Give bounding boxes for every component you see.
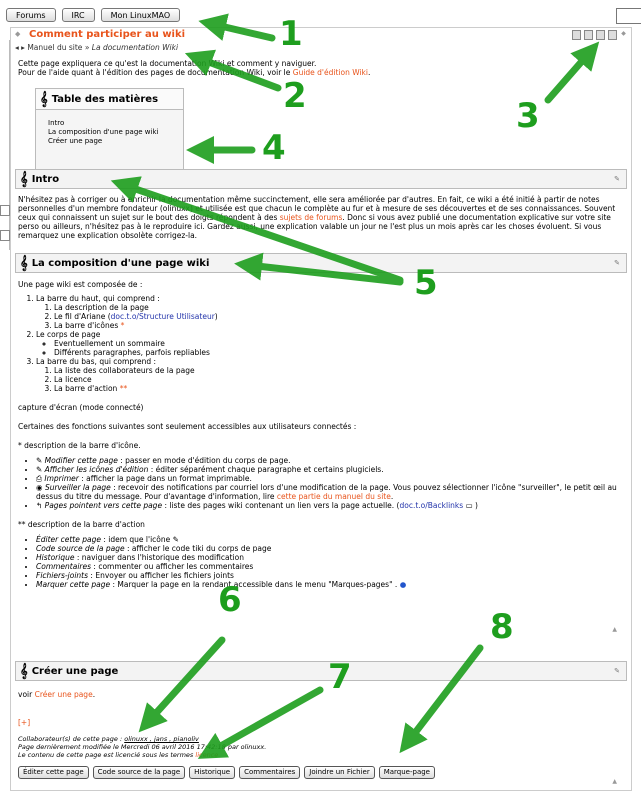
icon-desc: : recevoir des notifications par courriel lors d'une modification de la page. Vous pouvez sélectionner l'icône "surveiller", le petit œil au dessus du titre du message. Pour d'avantage d'information, lire: [36, 483, 617, 501]
section-title-intro: Intro: [31, 173, 60, 185]
watch-eye-icon[interactable]: [596, 30, 605, 40]
annotation-number-3: 3: [516, 96, 540, 136]
action-desc: : Marquer la page en la rendant accessible dans le menu "Marques-pages" .: [110, 580, 398, 589]
edit-page-button[interactable]: Éditer cette page: [18, 766, 89, 779]
list-item: [36, 580, 621, 589]
list-item: [36, 562, 621, 571]
body-label: Le corps de page: [36, 330, 101, 339]
toc-item-intro[interactable]: Intro: [48, 119, 65, 127]
sidebar-checkbox[interactable]: [0, 205, 10, 216]
list-item: [36, 535, 621, 544]
list-item: 2. Le fil d'Ariane (doc.t.o/Structure Utilisateur): [54, 312, 621, 321]
actionbar-item-label: La barre d'action: [54, 384, 118, 393]
help-icon: ●: [399, 580, 407, 589]
iconbar-heading: * description de la barre d'icône.: [18, 441, 141, 450]
forums-button[interactable]: Forums: [6, 8, 56, 22]
action-name: Commentaires: [36, 562, 92, 571]
breadcrumb-item-label: Le fil d'Ariane: [54, 312, 106, 321]
bookmark-button[interactable]: Marque-page: [379, 766, 435, 779]
list-item: [36, 474, 621, 483]
intro-paragraph: [18, 195, 621, 240]
icon-desc: : éditer séparément chaque paragraphe et certains plugiciels.: [148, 465, 384, 474]
comments-button[interactable]: Commentaires: [239, 766, 300, 779]
action-name: Fichiers-joints: [36, 571, 89, 580]
create-paragraph: voir Créer une page.: [18, 690, 96, 699]
create-page-link[interactable]: Créer une page: [34, 690, 93, 699]
toc-header: [36, 89, 183, 110]
asterisk-marker: *: [120, 321, 125, 330]
action-name: Historique: [36, 553, 75, 562]
capture-caption: capture d'écran (mode connecté): [18, 403, 144, 412]
intro-line-2: [18, 68, 618, 77]
annotation-number-1: 1: [279, 14, 303, 54]
collaborators-line: [18, 735, 266, 743]
annotation-number-2: 2: [283, 76, 307, 116]
list-item: ◦ Eventuellement un sommaire: [54, 339, 621, 348]
prev-arrow-icon[interactable]: ◆: [15, 30, 21, 38]
edit-section-icon[interactable]: ✎: [614, 667, 620, 675]
list-item: 1. La liste des collaborateurs de la page: [54, 366, 621, 375]
watch-manual-link[interactable]: cette partie du manuel du site: [276, 492, 391, 501]
title-bar: [11, 28, 631, 42]
left-sidebar-edge: [0, 40, 10, 250]
action-bar: [18, 766, 435, 779]
clef-logo-icon: 𝄞: [20, 171, 28, 187]
icon-desc: : passer en mode d'édition du corps de page.: [117, 456, 291, 465]
create-text: voir: [18, 690, 35, 699]
intro-line-1: Cette page expliquera ce qu'est la documentation Wiki et comment y naviguer.: [18, 59, 317, 68]
page-footer: [18, 735, 266, 759]
composition-lead: Une page wiki est composée de :: [18, 280, 143, 289]
collaborators-label: Collaborateur(s) de cette page :: [18, 735, 125, 743]
double-asterisk-marker: **: [119, 384, 128, 393]
edit-icons-icon: ✎: [36, 465, 45, 474]
icon-name: Afficher les icônes d'édition: [44, 465, 149, 474]
expand-toggle[interactable]: [+]: [18, 718, 31, 727]
action-desc: : idem que l'icône: [100, 535, 171, 544]
action-desc: : commenter ou afficher les commentaires: [91, 562, 254, 571]
list-item: [36, 294, 621, 330]
list-item: [54, 384, 621, 393]
action-desc: : naviguer dans l'historique des modification: [74, 553, 244, 562]
icon-name: Imprimer: [44, 474, 79, 483]
uk-flag-icon: ▭: [465, 501, 473, 510]
section-title-create: Créer une page: [31, 665, 119, 677]
intro-paragraph-text-a: N'hésitez pas à corriger ou à enrichir la documentation même succinctement, elle sera améliorée par d'autres. En fait, ce wiki a été initié à partir de notes personnelles d'un membre fondateur (olinuxx) et utilisée est que chacun le complète au fur et à mesure de ses découvertes et de ses connaissances. Souvent ceux qui connaissent un sujet sur le bout des doigts répondent à des: [18, 195, 616, 222]
backlinks-icon: ↰: [36, 501, 45, 510]
collaborators-links[interactable]: olinuxx , jans , pianoliv: [124, 735, 199, 743]
breadcrumb-separator: »: [84, 43, 90, 52]
list-item: [36, 465, 621, 474]
breadcrumb: [15, 43, 178, 52]
breadcrumb-current: La documentation Wiki: [91, 43, 179, 52]
clef-logo-icon: 𝄞: [40, 91, 48, 107]
guide-link[interactable]: Guide d'édition Wiki: [292, 68, 368, 77]
list-item: • ◉ Surveiller la page : recevoir des notifications par courriel lors d'une modification de la page. Vous pouvez sélectionner l'icône "surveiller", le petit œil au dessus du titre du message. Pour d'avantage d'information, lire cette partie du manuel du site.: [36, 483, 621, 501]
backlinks-icon[interactable]: [608, 30, 617, 40]
section-header-create: [15, 661, 627, 681]
scroll-up-icon[interactable]: ▲: [612, 626, 617, 633]
action-desc: : afficher le code tiki du corps de page: [124, 544, 272, 553]
backlinks-link[interactable]: doc.t.o/Backlinks: [399, 501, 464, 510]
collapse-arrow-icon[interactable]: ◆: [621, 30, 626, 37]
license-line: [18, 751, 266, 759]
action-name: Marquer cette page: [36, 580, 111, 589]
intro-text: [18, 59, 618, 77]
source-code-button[interactable]: Code source de la page: [93, 766, 186, 779]
annotation-number-6: 6: [218, 580, 242, 620]
clef-logo-icon: 𝄞: [20, 255, 28, 271]
clef-logo-icon: 𝄞: [20, 663, 28, 679]
edit-section-icon[interactable]: ✎: [614, 259, 620, 267]
attach-file-button[interactable]: Joindre un Fichier: [304, 766, 374, 779]
list-item: • ↰ Pages pointent vers cette page : liste des pages wiki contenant un lien vers la page actuelle. (doc.t.o/Backlinks ▭ ): [36, 501, 621, 510]
section-title-composition: La composition d'une page wiki: [31, 257, 210, 269]
wiki-page: [10, 27, 632, 791]
print-icon[interactable]: [584, 30, 593, 40]
list-item: [36, 357, 621, 393]
edit-page-icon: ✎: [36, 456, 45, 465]
icon-desc: : afficher la page dans un format imprimable.: [78, 474, 252, 483]
edit-section-icon[interactable]: ✎: [614, 175, 620, 183]
top-navigation: [6, 8, 180, 22]
annotation-number-4: 4: [262, 128, 286, 168]
section-header-composition: [15, 253, 627, 273]
action-desc: : Envoyer ou afficher les fichiers joints: [88, 571, 234, 580]
forums-topics-link[interactable]: sujets de forums: [279, 213, 343, 222]
license-link[interactable]: licence.: [195, 751, 221, 759]
page-title: Comment participer au wiki: [29, 29, 186, 40]
structure-link[interactable]: doc.t.o/Structure Utilisateur: [110, 312, 215, 321]
history-button[interactable]: Historique: [189, 766, 235, 779]
breadcrumb-root[interactable]: Manuel du site: [27, 43, 83, 52]
toc-item-composition[interactable]: La composition d'une page wiki: [48, 128, 159, 136]
scroll-up-icon[interactable]: ▲: [612, 778, 617, 785]
toc-title: Table des matières: [51, 93, 159, 105]
modified-line: Page dernièrement modifiée le Mercredi 06 avril 2016 17:42:18 par olinuxx.: [18, 743, 267, 751]
iconbar-item-label: La barre d'icônes: [54, 321, 119, 330]
actionbar-list: [18, 535, 621, 589]
icon-desc: : liste des pages wiki contenant un lien vers la page actuelle.: [162, 501, 397, 510]
edit-page-icon[interactable]: [572, 30, 581, 40]
action-name: Code source de la page: [36, 544, 125, 553]
back-arrow-icon[interactable]: ◂ ▸: [15, 43, 25, 52]
section-header-intro: [15, 169, 627, 189]
irc-button[interactable]: IRC: [62, 8, 95, 22]
sidebar-checkbox[interactable]: [0, 230, 10, 241]
intro-line-2-text: Pour de l'aide quant à l'édition des pages de documentation Wiki, voir le: [18, 68, 293, 77]
license-text: Le contenu de cette page est licencié sous les termes: [18, 751, 196, 759]
print-icon: ⎙: [36, 474, 45, 483]
list-item: ◦ Différents paragraphes, parfois repliables: [54, 348, 621, 357]
list-item: [36, 456, 621, 465]
annotation-number-8: 8: [490, 607, 514, 647]
composition-content: [18, 280, 621, 589]
bottom-bar-label: La barre du bas, qui comprend :: [36, 357, 157, 366]
list-item: 1. La description de la page: [54, 303, 621, 312]
watch-eye-icon: ◉: [36, 483, 45, 492]
action-name: Éditer cette page: [36, 535, 101, 544]
annotation-number-5: 5: [414, 263, 438, 303]
list-item: [36, 330, 621, 357]
icon-name: Pages pointent vers cette page: [44, 501, 163, 510]
list-item: [36, 544, 621, 553]
edit-page-icon: ✎: [172, 535, 179, 544]
annotation-number-7: 7: [328, 657, 352, 697]
composition-list: [18, 294, 621, 393]
icon-bar: [572, 30, 627, 40]
icon-name: Modifier cette page: [44, 456, 118, 465]
top-right-box[interactable]: [616, 8, 641, 24]
list-item: 2. La licence: [54, 375, 621, 384]
icon-name: Surveiller la page: [44, 483, 111, 492]
top-bar-label: La barre du haut, qui comprend :: [36, 294, 160, 303]
list-item: [36, 553, 621, 562]
intro-paragraph-text-b: . Donc si vous avez publié une documentation explicative sur votre site perso ou ailleurs, n'hésitez pas à le reproduire ici. Gardez aussi, une explication valable un jour ne l'est plus un mois après car les choses évoluent. Si vous remarquez une explication obsolète corrigez-la.: [18, 213, 611, 240]
actionbar-heading: ** description de la barre d'action: [18, 520, 145, 529]
intro-line-2-end: .: [367, 68, 371, 77]
my-linuxmao-button[interactable]: Mon LinuxMAO: [101, 8, 181, 22]
toc-item-create[interactable]: Créer une page: [48, 137, 103, 145]
list-item: [36, 571, 621, 580]
list-item: [54, 321, 621, 330]
iconbar-list: [18, 456, 621, 510]
connected-note: Certaines des fonctions suivantes sont seulement accessibles aux utilisateurs connectés :: [18, 422, 357, 431]
